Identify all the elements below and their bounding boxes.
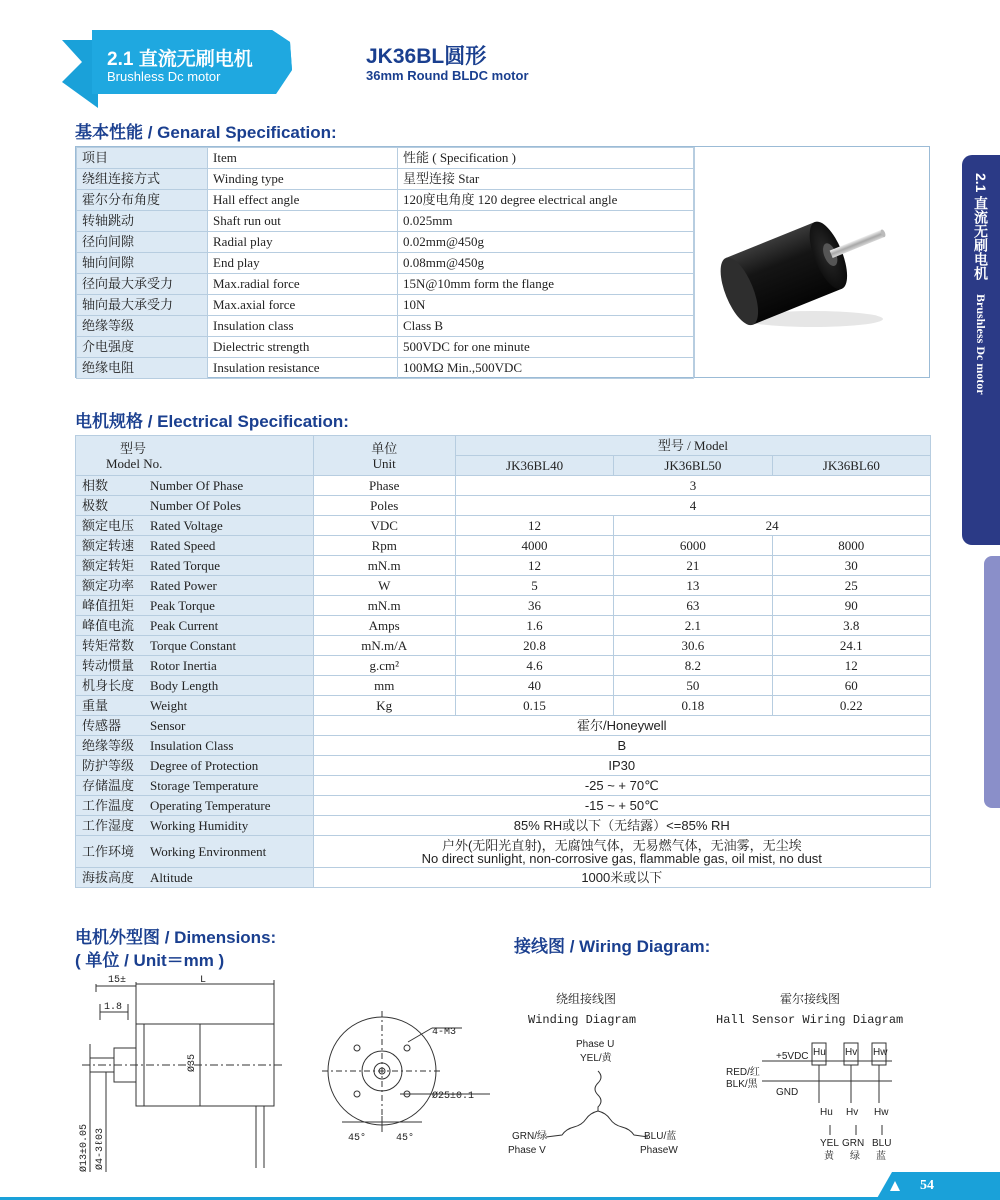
page-number-tab — [876, 1172, 1000, 1200]
param-name-en: Rated Power — [150, 577, 217, 593]
hall-yel: YEL — [820, 1138, 839, 1149]
param-value-model-3: 24.1 — [772, 636, 930, 656]
dim-l: L — [200, 975, 207, 986]
spec-item-en: Max.radial force — [208, 274, 398, 295]
param-name-en: Altitude — [150, 869, 193, 885]
hall-hu: Hu — [820, 1107, 833, 1118]
param-value-model-1: 40 — [455, 676, 613, 696]
param-value-model-1: 12 — [455, 556, 613, 576]
param-value-model-1: 20.8 — [455, 636, 613, 656]
header-unit-cn: 单位 — [371, 440, 398, 456]
param-value-model-3: 12 — [772, 656, 930, 676]
electrical-spec-table — [75, 435, 931, 888]
general-spec-table — [75, 146, 930, 378]
table-row — [76, 536, 931, 556]
param-name-en: Rated Torque — [150, 557, 220, 573]
param-name-cn: 存储温度 — [82, 777, 135, 793]
table-row — [77, 316, 694, 337]
param-unit: VDC — [313, 516, 455, 536]
param-label — [76, 836, 314, 868]
param-name-cn: 海拔高度 — [82, 869, 135, 885]
param-value-model-2: 0.18 — [614, 696, 772, 716]
spec-item-cn: 径向间隙 — [77, 232, 208, 253]
table-row — [77, 274, 694, 295]
table-row — [76, 476, 931, 496]
hall-title-en: Hall Sensor Wiring Diagram — [716, 1013, 904, 1027]
dim-4: Ø4-3ℓ03 — [95, 1127, 106, 1170]
param-label — [76, 596, 314, 616]
spec-value: 性能 ( Specification ) — [398, 148, 694, 169]
table-row — [76, 716, 931, 736]
spec-item-en: End play — [208, 253, 398, 274]
param-unit: Rpm — [313, 536, 455, 556]
spec-item-en: Winding type — [208, 169, 398, 190]
dim-13: Ø13±0.05 — [79, 1123, 90, 1172]
param-label — [76, 776, 314, 796]
param-name-cn: 绝缘等级 — [82, 737, 135, 753]
spec-value: 0.025mm — [398, 211, 694, 232]
param-name-cn: 工作湿度 — [82, 817, 135, 833]
param-label — [76, 536, 314, 556]
param-value-model-2: 21 — [614, 556, 772, 576]
param-name-cn: 转矩常数 — [82, 637, 135, 653]
header-model-2: JK36BL50 — [614, 456, 772, 476]
table-row — [76, 576, 931, 596]
winding-title-en: Winding Diagram — [528, 1013, 637, 1027]
spec-item-cn: 绕组连接方式 — [77, 169, 208, 190]
page-number: 54 — [920, 1178, 934, 1193]
dim-15: 15± — [108, 975, 127, 986]
param-name-cn: 防护等级 — [82, 757, 135, 773]
table-header-row — [76, 436, 931, 456]
param-name-en: Body Length — [150, 677, 219, 693]
table-row — [76, 516, 931, 536]
header-unit — [313, 436, 455, 476]
table-row — [77, 253, 694, 274]
param-name-en: Number Of Phase — [150, 477, 244, 493]
dim-angle-2: 45° — [396, 1133, 415, 1144]
spec-item-en: Shaft run out — [208, 211, 398, 232]
param-label — [76, 496, 314, 516]
table-row — [77, 148, 694, 169]
spec-item-cn: 绝缘等级 — [77, 316, 208, 337]
param-value-model-3: 60 — [772, 676, 930, 696]
model-subtitle: 36mm Round BLDC motor — [366, 68, 529, 83]
param-value-model-1: 36 — [455, 596, 613, 616]
value-line-cn: 户外(无阳光直射)，无腐蚀气体，无易燃气体，无油雾，无尘埃 — [441, 837, 802, 853]
spec-item-en: Insulation resistance — [208, 358, 398, 379]
phase-v-color: GRN/绿 — [512, 1131, 547, 1142]
param-name-cn: 传感器 — [82, 717, 122, 733]
spec-item-cn: 项目 — [77, 148, 208, 169]
hall-hw-top: Hw — [873, 1047, 888, 1058]
param-value-all-models: 3 — [455, 476, 930, 496]
spec-item-en: Radial play — [208, 232, 398, 253]
table-row — [76, 636, 931, 656]
hall-grn-cn: 绿 — [850, 1151, 860, 1162]
table-row — [76, 696, 931, 716]
spec-value: 0.02mm@450g — [398, 232, 694, 253]
spec-item-cn: 转轴跳动 — [77, 211, 208, 232]
table-row — [76, 836, 931, 868]
table-row — [77, 190, 694, 211]
param-value-model-1: 5 — [455, 576, 613, 596]
spec-item-cn: 轴向最大承受力 — [77, 295, 208, 316]
hall-title-cn: 霍尔接线图 — [780, 993, 841, 1007]
dim-25: Ø25±0.1 — [432, 1091, 475, 1102]
param-value-model-3: 8000 — [772, 536, 930, 556]
table-row — [77, 169, 694, 190]
param-label — [76, 696, 314, 716]
phase-u-label: Phase U — [576, 1039, 615, 1050]
param-label — [76, 616, 314, 636]
header-model-3: JK36BL60 — [772, 456, 930, 476]
value-line-en: No direct sunlight, non-corrosive gas, flammable gas, oil mist, no dust — [421, 850, 822, 866]
spec-item-cn: 霍尔分布角度 — [77, 190, 208, 211]
table-row — [76, 776, 931, 796]
dim-holes: 4-M3 — [432, 1027, 457, 1038]
table-row — [76, 556, 931, 576]
param-name-en: Peak Torque — [150, 597, 215, 613]
param-unit: Poles — [313, 496, 455, 516]
param-value-model-1: 4.6 — [455, 656, 613, 676]
header-model-cn: 型号 — [120, 440, 147, 456]
hall-hw: Hw — [874, 1107, 889, 1118]
side-chapter-tab-next[interactable] — [984, 556, 1000, 808]
hall-blu-cn: 蓝 — [876, 1151, 886, 1162]
param-value-all: -25 ~ + 70℃ — [313, 776, 930, 796]
table-row — [77, 211, 694, 232]
dimensions-unit-note: ( 单位 / Unit＝mm ) — [75, 951, 225, 970]
header-model-no — [76, 436, 314, 476]
param-unit: Amps — [313, 616, 455, 636]
hall-gnd: GND — [776, 1087, 799, 1098]
table-row — [76, 816, 931, 836]
param-label — [76, 816, 314, 836]
spec-item-en: Hall effect angle — [208, 190, 398, 211]
param-name-en: Working Humidity — [150, 817, 249, 833]
param-unit: Kg — [313, 696, 455, 716]
param-name-en: Operating Temperature — [150, 797, 271, 813]
param-unit: g.cm² — [313, 656, 455, 676]
param-name-en: Peak Current — [150, 617, 219, 633]
spec-value: 500VDC for one minute — [398, 337, 694, 358]
dimensions-heading: 电机外型图 / Dimensions: — [75, 928, 277, 947]
header-models-label: 型号 / Model — [455, 436, 930, 456]
spec-value: 120度电角度 120 degree electrical angle — [398, 190, 694, 211]
param-value-model-2: 50 — [614, 676, 772, 696]
table-row — [76, 616, 931, 636]
param-unit: W — [313, 576, 455, 596]
param-label — [76, 796, 314, 816]
hall-hu-top: Hu — [813, 1047, 826, 1058]
param-value-model-3: 25 — [772, 576, 930, 596]
param-value-model-2: 8.2 — [614, 656, 772, 676]
table-row — [76, 596, 931, 616]
param-label — [76, 576, 314, 596]
side-tab-en: Brushless Dc motor — [974, 294, 988, 395]
param-name-en: Rated Speed — [150, 537, 216, 553]
param-label — [76, 676, 314, 696]
param-label — [76, 556, 314, 576]
param-label — [76, 756, 314, 776]
param-name-cn: 极数 — [82, 497, 109, 513]
param-value-all: 1000米或以下 — [313, 868, 930, 888]
param-value-all: -15 ~ + 50℃ — [313, 796, 930, 816]
param-label — [76, 636, 314, 656]
param-name-cn: 转动惯量 — [82, 657, 135, 673]
param-label — [76, 656, 314, 676]
spec-item-cn: 轴向间隙 — [77, 253, 208, 274]
param-value-model-2: 13 — [614, 576, 772, 596]
section-ribbon — [62, 30, 342, 110]
param-name-en: Torque Constant — [150, 637, 237, 653]
table-row — [76, 656, 931, 676]
param-value-all: 霍尔/Honeywell — [313, 716, 930, 736]
spec-value: 100MΩ Min.,500VDC — [398, 358, 694, 379]
side-chapter-tab[interactable] — [962, 155, 1000, 545]
spec-value: Class B — [398, 316, 694, 337]
param-value-all: B — [313, 736, 930, 756]
side-tab-cn: 2.1 直流无刷电机 — [973, 173, 989, 281]
param-name-cn: 机身长度 — [82, 677, 135, 693]
dim-angle-1: 45° — [348, 1133, 367, 1144]
param-name-cn: 额定转速 — [82, 537, 135, 553]
param-unit: Phase — [313, 476, 455, 496]
param-value-all: 85% RH或以下（无结露）<=85% RH — [313, 816, 930, 836]
param-name-en: Number Of Poles — [150, 497, 241, 513]
param-name-en: Rotor Inertia — [150, 657, 217, 673]
param-unit: mN.m — [313, 556, 455, 576]
hall-hv: Hv — [846, 1107, 859, 1118]
hall-red: RED/红 — [726, 1067, 760, 1078]
param-value-model-1: 1.6 — [455, 616, 613, 636]
param-unit: mm — [313, 676, 455, 696]
param-value-all — [313, 836, 930, 868]
table-row — [76, 676, 931, 696]
hall-blu: BLU — [872, 1138, 892, 1149]
hall-grn: GRN — [842, 1138, 865, 1149]
wiring-heading: 接线图 / Wiring Diagram: — [514, 937, 711, 956]
param-label — [76, 736, 314, 756]
param-value-model-2: 2.1 — [614, 616, 772, 636]
winding-title-cn: 绕组接线图 — [556, 993, 617, 1007]
dim-18: 1.8 — [104, 1002, 123, 1013]
param-value-model-3: 3.8 — [772, 616, 930, 636]
section-title: 2.1 直流无刷电机 — [107, 49, 253, 70]
param-value-model-2: 63 — [614, 596, 772, 616]
param-name-en: Storage Temperature — [150, 777, 259, 793]
param-name-cn: 峰值扭矩 — [82, 597, 135, 613]
param-value-model-2: 30.6 — [614, 636, 772, 656]
param-label — [76, 516, 314, 536]
header-model-en: Model No. — [106, 455, 163, 471]
spec-item-en: Max.axial force — [208, 295, 398, 316]
param-value-model-3: 30 — [772, 556, 930, 576]
hall-vdc: +5VDC — [776, 1051, 809, 1062]
param-name-cn: 额定电压 — [82, 517, 135, 533]
table-row — [77, 337, 694, 358]
spec-item-cn: 介电强度 — [77, 337, 208, 358]
param-value-model-3: 90 — [772, 596, 930, 616]
phase-w-label: PhaseW — [640, 1145, 678, 1156]
table-row — [77, 295, 694, 316]
wiring-diagram — [500, 985, 940, 1165]
param-unit: mN.m — [313, 596, 455, 616]
table-row — [77, 358, 694, 379]
param-name-en: Weight — [150, 697, 188, 713]
dimension-drawing — [70, 972, 500, 1177]
param-value-model-3: 0.22 — [772, 696, 930, 716]
param-name-en: Sensor — [150, 717, 186, 733]
phase-w-color: BLU/蓝 — [644, 1131, 677, 1142]
param-value-model-1: 4000 — [455, 536, 613, 556]
param-name-cn: 工作环境 — [82, 843, 135, 859]
param-label — [76, 476, 314, 496]
param-name-en: Working Environment — [150, 843, 267, 859]
section-subtitle: Brushless Dc motor — [107, 69, 221, 84]
spec-value: 0.08mm@450g — [398, 253, 694, 274]
param-name-cn: 额定功率 — [82, 577, 135, 593]
param-value-models-2-3: 24 — [614, 516, 931, 536]
param-name-en: Rated Voltage — [150, 517, 223, 533]
param-label — [76, 868, 314, 888]
param-name-en: Degree of Protection — [150, 757, 259, 773]
dim-35: Ø35 — [187, 1053, 198, 1072]
electrical-spec-heading: 电机规格 / Electrical Specification: — [75, 412, 349, 431]
model-title: JK36BL圆形 — [366, 45, 487, 68]
hall-blk: BLK/黑 — [726, 1079, 758, 1090]
param-name-en: Insulation Class — [150, 737, 234, 753]
spec-item-en: Item — [208, 148, 398, 169]
spec-value: 15N@10mm form the flange — [398, 274, 694, 295]
param-name-cn: 重量 — [82, 697, 109, 713]
header-model-1: JK36BL40 — [455, 456, 613, 476]
table-row — [76, 496, 931, 516]
spec-item-cn: 径向最大承受力 — [77, 274, 208, 295]
param-label — [76, 716, 314, 736]
table-row — [76, 796, 931, 816]
table-row — [76, 756, 931, 776]
motor-photo — [694, 147, 930, 377]
spec-item-en: Dielectric strength — [208, 337, 398, 358]
param-value-all-models: 4 — [455, 496, 930, 516]
param-value-all: IP30 — [313, 756, 930, 776]
phase-v-label: Phase V — [508, 1145, 546, 1156]
table-row — [76, 736, 931, 756]
header-unit-en: Unit — [372, 455, 396, 471]
spec-value: 星型连接 Star — [398, 169, 694, 190]
param-name-cn: 额定转矩 — [82, 557, 135, 573]
hall-hv-top: Hv — [845, 1047, 858, 1058]
param-value-model-1: 0.15 — [455, 696, 613, 716]
param-name-cn: 工作温度 — [82, 797, 135, 813]
param-name-cn: 相数 — [82, 477, 109, 493]
spec-value: 10N — [398, 295, 694, 316]
table-row — [77, 232, 694, 253]
table-row — [76, 868, 931, 888]
hall-yel-cn: 黄 — [824, 1151, 834, 1162]
general-spec-heading: 基本性能 / Genaral Specification: — [75, 123, 337, 142]
param-value-model-1: 12 — [455, 516, 613, 536]
spec-item-cn: 绝缘电阻 — [77, 358, 208, 379]
param-value-model-2: 6000 — [614, 536, 772, 556]
spec-item-en: Insulation class — [208, 316, 398, 337]
param-unit: mN.m/A — [313, 636, 455, 656]
phase-u-color: YEL/黄 — [580, 1053, 612, 1064]
param-name-cn: 峰值电流 — [82, 617, 135, 633]
